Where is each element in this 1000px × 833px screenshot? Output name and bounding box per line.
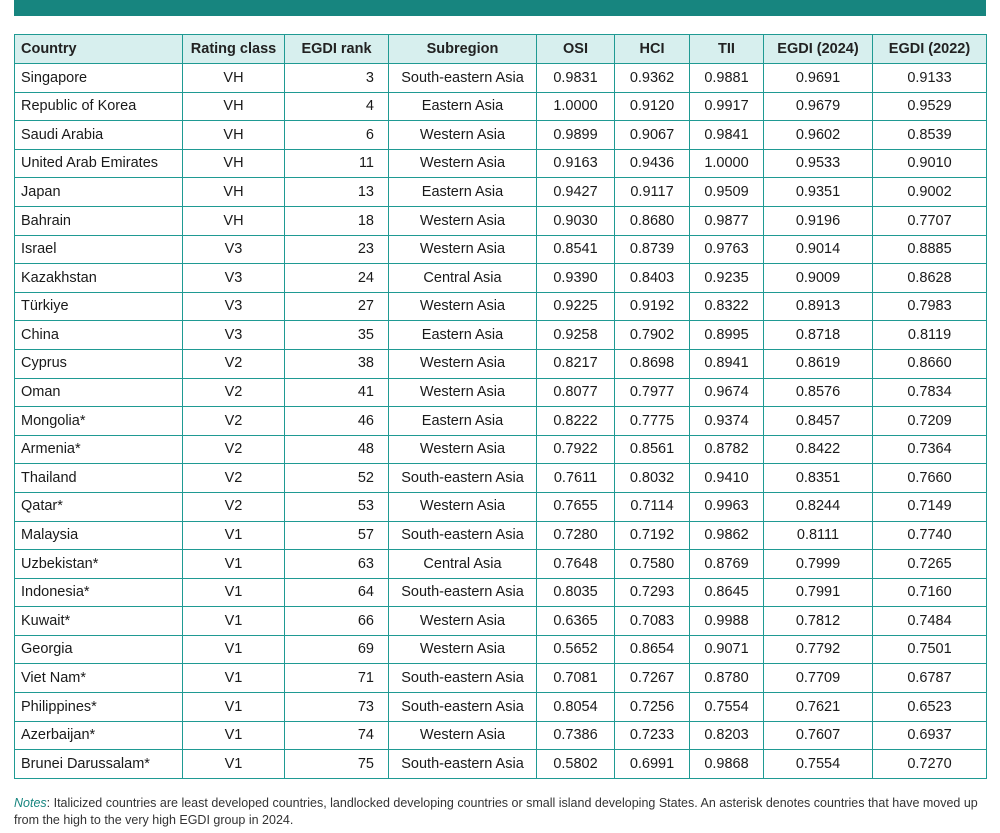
cell-egdi-2024: 0.8244	[764, 492, 873, 521]
cell-egdi-2022: 0.7160	[873, 578, 987, 607]
cell-egdi-rank: 73	[285, 693, 389, 722]
cell-tii: 0.9071	[690, 635, 764, 664]
cell-osi: 0.8541	[537, 235, 615, 264]
cell-egdi-rank: 46	[285, 407, 389, 436]
table-row	[15, 121, 987, 150]
cell-tii: 0.8203	[690, 721, 764, 750]
cell-rating-class: VH	[183, 178, 285, 207]
cell-tii: 0.8782	[690, 435, 764, 464]
cell-egdi-rank: 11	[285, 149, 389, 178]
cell-osi: 0.8077	[537, 378, 615, 407]
cell-subregion: Eastern Asia	[389, 407, 537, 436]
cell-egdi-rank: 63	[285, 550, 389, 579]
cell-osi: 0.7611	[537, 464, 615, 493]
cell-tii: 0.9963	[690, 492, 764, 521]
cell-osi: 0.9225	[537, 292, 615, 321]
cell-egdi-2024: 0.8913	[764, 292, 873, 321]
cell-subregion: South-eastern Asia	[389, 664, 537, 693]
cell-rating-class: V3	[183, 264, 285, 293]
cell-egdi-rank: 4	[285, 92, 389, 121]
cell-country: Kuwait*	[15, 607, 183, 636]
cell-country: Malaysia	[15, 521, 183, 550]
table-row	[15, 635, 987, 664]
cell-egdi-2022: 0.7983	[873, 292, 987, 321]
cell-tii: 0.9917	[690, 92, 764, 121]
cell-tii: 0.8780	[690, 664, 764, 693]
table-row	[15, 235, 987, 264]
cell-hci: 0.8680	[615, 206, 690, 235]
cell-subregion: Western Asia	[389, 721, 537, 750]
cell-tii: 0.9877	[690, 206, 764, 235]
cell-egdi-2024: 0.8457	[764, 407, 873, 436]
cell-hci: 0.8561	[615, 435, 690, 464]
cell-subregion: Western Asia	[389, 607, 537, 636]
cell-hci: 0.7267	[615, 664, 690, 693]
cell-country: Thailand	[15, 464, 183, 493]
notes-label: Notes	[14, 796, 47, 810]
cell-subregion: South-eastern Asia	[389, 464, 537, 493]
column-header-country: Country	[15, 35, 183, 64]
cell-egdi-2024: 0.9009	[764, 264, 873, 293]
table-row	[15, 435, 987, 464]
table-row	[15, 321, 987, 350]
cell-country: Uzbekistan*	[15, 550, 183, 579]
cell-country: Brunei Darussalam*	[15, 750, 183, 779]
table-row	[15, 550, 987, 579]
cell-tii: 0.9881	[690, 64, 764, 93]
cell-rating-class: V1	[183, 693, 285, 722]
cell-country: Singapore	[15, 64, 183, 93]
table-row	[15, 492, 987, 521]
cell-egdi-2022: 0.7484	[873, 607, 987, 636]
cell-rating-class: V1	[183, 550, 285, 579]
cell-osi: 0.5652	[537, 635, 615, 664]
cell-osi: 0.6365	[537, 607, 615, 636]
table-row	[15, 664, 987, 693]
cell-egdi-2024: 0.7709	[764, 664, 873, 693]
cell-egdi-2024: 0.7991	[764, 578, 873, 607]
cell-egdi-2024: 0.9533	[764, 149, 873, 178]
cell-egdi-rank: 18	[285, 206, 389, 235]
cell-egdi-2022: 0.8885	[873, 235, 987, 264]
cell-rating-class: V1	[183, 664, 285, 693]
cell-egdi-rank: 23	[285, 235, 389, 264]
cell-egdi-rank: 38	[285, 349, 389, 378]
cell-tii: 0.8645	[690, 578, 764, 607]
top-accent-band	[14, 0, 986, 16]
cell-hci: 0.7192	[615, 521, 690, 550]
cell-country: Bahrain	[15, 206, 183, 235]
cell-country: Philippines*	[15, 693, 183, 722]
cell-subregion: Central Asia	[389, 264, 537, 293]
cell-hci: 0.7775	[615, 407, 690, 436]
cell-egdi-rank: 57	[285, 521, 389, 550]
cell-egdi-2024: 0.9196	[764, 206, 873, 235]
cell-egdi-rank: 48	[285, 435, 389, 464]
cell-osi: 0.8222	[537, 407, 615, 436]
cell-subregion: Eastern Asia	[389, 178, 537, 207]
table-row	[15, 407, 987, 436]
cell-subregion: Eastern Asia	[389, 321, 537, 350]
table-row	[15, 292, 987, 321]
cell-egdi-2022: 0.7501	[873, 635, 987, 664]
cell-egdi-2022: 0.9002	[873, 178, 987, 207]
cell-egdi-2024: 0.9691	[764, 64, 873, 93]
cell-egdi-2024: 0.9351	[764, 178, 873, 207]
cell-rating-class: V2	[183, 407, 285, 436]
table-row	[15, 149, 987, 178]
column-header-egdi-rank: EGDI rank	[285, 35, 389, 64]
cell-country: Azerbaijan*	[15, 721, 183, 750]
cell-rating-class: V2	[183, 492, 285, 521]
table-row	[15, 92, 987, 121]
cell-egdi-2022: 0.7364	[873, 435, 987, 464]
table-row	[15, 578, 987, 607]
table-row	[15, 464, 987, 493]
cell-tii: 0.9763	[690, 235, 764, 264]
cell-hci: 0.7083	[615, 607, 690, 636]
cell-tii: 0.9674	[690, 378, 764, 407]
cell-egdi-2024: 0.8576	[764, 378, 873, 407]
table-row	[15, 721, 987, 750]
cell-hci: 0.8403	[615, 264, 690, 293]
cell-country: Cyprus	[15, 349, 183, 378]
cell-egdi-2024: 0.8111	[764, 521, 873, 550]
cell-hci: 0.7114	[615, 492, 690, 521]
cell-osi: 0.7280	[537, 521, 615, 550]
cell-subregion: South-eastern Asia	[389, 693, 537, 722]
table-row	[15, 178, 987, 207]
cell-country: Türkiye	[15, 292, 183, 321]
cell-hci: 0.9120	[615, 92, 690, 121]
table-row	[15, 264, 987, 293]
cell-egdi-rank: 66	[285, 607, 389, 636]
cell-egdi-2022: 0.6937	[873, 721, 987, 750]
cell-subregion: South-eastern Asia	[389, 578, 537, 607]
cell-hci: 0.8032	[615, 464, 690, 493]
cell-rating-class: VH	[183, 206, 285, 235]
cell-osi: 0.7655	[537, 492, 615, 521]
cell-hci: 0.9117	[615, 178, 690, 207]
table-header	[15, 35, 987, 64]
cell-egdi-2022: 0.9133	[873, 64, 987, 93]
cell-subregion: Western Asia	[389, 492, 537, 521]
cell-egdi-2024: 0.7999	[764, 550, 873, 579]
cell-rating-class: VH	[183, 92, 285, 121]
cell-country: Qatar*	[15, 492, 183, 521]
cell-rating-class: V1	[183, 635, 285, 664]
table-row	[15, 521, 987, 550]
cell-egdi-2022: 0.6523	[873, 693, 987, 722]
cell-egdi-2024: 0.7792	[764, 635, 873, 664]
cell-tii: 0.9868	[690, 750, 764, 779]
cell-tii: 0.9509	[690, 178, 764, 207]
cell-osi: 0.9030	[537, 206, 615, 235]
cell-hci: 0.7293	[615, 578, 690, 607]
cell-osi: 0.8035	[537, 578, 615, 607]
cell-egdi-2024: 0.8619	[764, 349, 873, 378]
table-row	[15, 378, 987, 407]
cell-egdi-rank: 52	[285, 464, 389, 493]
cell-egdi-rank: 3	[285, 64, 389, 93]
cell-hci: 0.8698	[615, 349, 690, 378]
cell-osi: 0.7648	[537, 550, 615, 579]
cell-osi: 0.9427	[537, 178, 615, 207]
cell-egdi-2024: 0.9679	[764, 92, 873, 121]
cell-egdi-2024: 0.8422	[764, 435, 873, 464]
cell-hci: 0.8654	[615, 635, 690, 664]
cell-rating-class: V1	[183, 750, 285, 779]
cell-tii: 0.8941	[690, 349, 764, 378]
cell-osi: 0.9390	[537, 264, 615, 293]
cell-egdi-rank: 35	[285, 321, 389, 350]
cell-hci: 0.9192	[615, 292, 690, 321]
table-row	[15, 64, 987, 93]
cell-egdi-2022: 0.7265	[873, 550, 987, 579]
cell-osi: 0.7922	[537, 435, 615, 464]
cell-egdi-2022: 0.7834	[873, 378, 987, 407]
cell-rating-class: VH	[183, 149, 285, 178]
cell-egdi-rank: 53	[285, 492, 389, 521]
cell-country: Saudi Arabia	[15, 121, 183, 150]
cell-rating-class: V2	[183, 378, 285, 407]
cell-egdi-2022: 0.7740	[873, 521, 987, 550]
header-row	[15, 35, 987, 64]
cell-rating-class: V3	[183, 292, 285, 321]
cell-rating-class: V1	[183, 521, 285, 550]
cell-egdi-2024: 0.8351	[764, 464, 873, 493]
cell-tii: 0.8322	[690, 292, 764, 321]
cell-egdi-2024: 0.8718	[764, 321, 873, 350]
column-header-egdi-2024: EGDI (2024)	[764, 35, 873, 64]
egdi-table	[14, 34, 987, 779]
table-row	[15, 206, 987, 235]
cell-egdi-rank: 41	[285, 378, 389, 407]
cell-rating-class: V3	[183, 321, 285, 350]
cell-tii: 0.9862	[690, 521, 764, 550]
cell-osi: 0.5802	[537, 750, 615, 779]
cell-egdi-2024: 0.7812	[764, 607, 873, 636]
cell-egdi-rank: 64	[285, 578, 389, 607]
cell-subregion: Western Asia	[389, 292, 537, 321]
cell-osi: 0.7081	[537, 664, 615, 693]
cell-hci: 0.7256	[615, 693, 690, 722]
table-notes	[14, 795, 986, 829]
cell-egdi-2022: 0.7707	[873, 206, 987, 235]
cell-hci: 0.9436	[615, 149, 690, 178]
cell-subregion: Western Asia	[389, 121, 537, 150]
cell-osi: 0.9258	[537, 321, 615, 350]
cell-egdi-2024: 0.7554	[764, 750, 873, 779]
cell-hci: 0.8739	[615, 235, 690, 264]
column-header-egdi-2022: EGDI (2022)	[873, 35, 987, 64]
column-header-osi: OSI	[537, 35, 615, 64]
cell-tii: 0.8769	[690, 550, 764, 579]
cell-egdi-2022: 0.6787	[873, 664, 987, 693]
column-header-subregion: Subregion	[389, 35, 537, 64]
cell-subregion: South-eastern Asia	[389, 750, 537, 779]
notes-text: : Italicized countries are least developed countries, landlocked developing countries or small island developing States. An asterisk denotes countries that have moved up from the high to the very high EGDI group in 2024.	[14, 796, 978, 827]
cell-subregion: Western Asia	[389, 349, 537, 378]
cell-hci: 0.7580	[615, 550, 690, 579]
table-row	[15, 607, 987, 636]
cell-country: Japan	[15, 178, 183, 207]
cell-egdi-2022: 0.7660	[873, 464, 987, 493]
cell-osi: 0.9831	[537, 64, 615, 93]
table-row	[15, 693, 987, 722]
cell-egdi-2022: 0.8119	[873, 321, 987, 350]
cell-hci: 0.7977	[615, 378, 690, 407]
cell-egdi-2022: 0.8539	[873, 121, 987, 150]
cell-egdi-rank: 6	[285, 121, 389, 150]
cell-country: Georgia	[15, 635, 183, 664]
cell-egdi-2022: 0.7270	[873, 750, 987, 779]
cell-country: Indonesia*	[15, 578, 183, 607]
cell-osi: 0.8217	[537, 349, 615, 378]
cell-osi: 0.9163	[537, 149, 615, 178]
cell-hci: 0.7902	[615, 321, 690, 350]
cell-country: Mongolia*	[15, 407, 183, 436]
cell-subregion: Western Asia	[389, 149, 537, 178]
cell-tii: 0.9988	[690, 607, 764, 636]
cell-egdi-2024: 0.7607	[764, 721, 873, 750]
cell-rating-class: V1	[183, 721, 285, 750]
cell-tii: 1.0000	[690, 149, 764, 178]
cell-osi: 0.7386	[537, 721, 615, 750]
cell-egdi-2022: 0.9010	[873, 149, 987, 178]
cell-egdi-rank: 74	[285, 721, 389, 750]
cell-egdi-2022: 0.7209	[873, 407, 987, 436]
cell-country: Oman	[15, 378, 183, 407]
cell-egdi-2022: 0.7149	[873, 492, 987, 521]
cell-subregion: Eastern Asia	[389, 92, 537, 121]
table-body	[15, 64, 987, 779]
cell-egdi-rank: 69	[285, 635, 389, 664]
cell-egdi-2022: 0.8660	[873, 349, 987, 378]
column-header-hci: HCI	[615, 35, 690, 64]
cell-hci: 0.9067	[615, 121, 690, 150]
cell-subregion: Western Asia	[389, 635, 537, 664]
cell-subregion: Western Asia	[389, 378, 537, 407]
cell-rating-class: V1	[183, 578, 285, 607]
cell-rating-class: V2	[183, 464, 285, 493]
cell-egdi-rank: 13	[285, 178, 389, 207]
cell-rating-class: VH	[183, 64, 285, 93]
cell-subregion: Central Asia	[389, 550, 537, 579]
cell-egdi-2024: 0.7621	[764, 693, 873, 722]
cell-egdi-rank: 27	[285, 292, 389, 321]
cell-rating-class: V2	[183, 349, 285, 378]
cell-country: Israel	[15, 235, 183, 264]
cell-egdi-rank: 71	[285, 664, 389, 693]
cell-osi: 1.0000	[537, 92, 615, 121]
cell-hci: 0.9362	[615, 64, 690, 93]
cell-rating-class: VH	[183, 121, 285, 150]
cell-country: Viet Nam*	[15, 664, 183, 693]
cell-egdi-2024: 0.9602	[764, 121, 873, 150]
cell-rating-class: V1	[183, 607, 285, 636]
cell-tii: 0.9235	[690, 264, 764, 293]
cell-osi: 0.8054	[537, 693, 615, 722]
cell-tii: 0.9841	[690, 121, 764, 150]
column-header-tii: TII	[690, 35, 764, 64]
table-row	[15, 349, 987, 378]
cell-egdi-2024: 0.9014	[764, 235, 873, 264]
cell-rating-class: V2	[183, 435, 285, 464]
cell-country: Kazakhstan	[15, 264, 183, 293]
cell-egdi-2022: 0.9529	[873, 92, 987, 121]
column-header-rating-class: Rating class	[183, 35, 285, 64]
cell-subregion: Western Asia	[389, 235, 537, 264]
cell-tii: 0.9410	[690, 464, 764, 493]
cell-tii: 0.9374	[690, 407, 764, 436]
cell-hci: 0.7233	[615, 721, 690, 750]
cell-subregion: Western Asia	[389, 435, 537, 464]
cell-country: United Arab Emirates	[15, 149, 183, 178]
cell-tii: 0.8995	[690, 321, 764, 350]
cell-subregion: Western Asia	[389, 206, 537, 235]
cell-subregion: South-eastern Asia	[389, 64, 537, 93]
cell-hci: 0.6991	[615, 750, 690, 779]
table-row	[15, 750, 987, 779]
cell-subregion: South-eastern Asia	[389, 521, 537, 550]
cell-egdi-2022: 0.8628	[873, 264, 987, 293]
cell-egdi-rank: 24	[285, 264, 389, 293]
cell-tii: 0.7554	[690, 693, 764, 722]
cell-osi: 0.9899	[537, 121, 615, 150]
cell-country: Armenia*	[15, 435, 183, 464]
cell-rating-class: V3	[183, 235, 285, 264]
cell-country: China	[15, 321, 183, 350]
cell-egdi-rank: 75	[285, 750, 389, 779]
cell-country: Republic of Korea	[15, 92, 183, 121]
